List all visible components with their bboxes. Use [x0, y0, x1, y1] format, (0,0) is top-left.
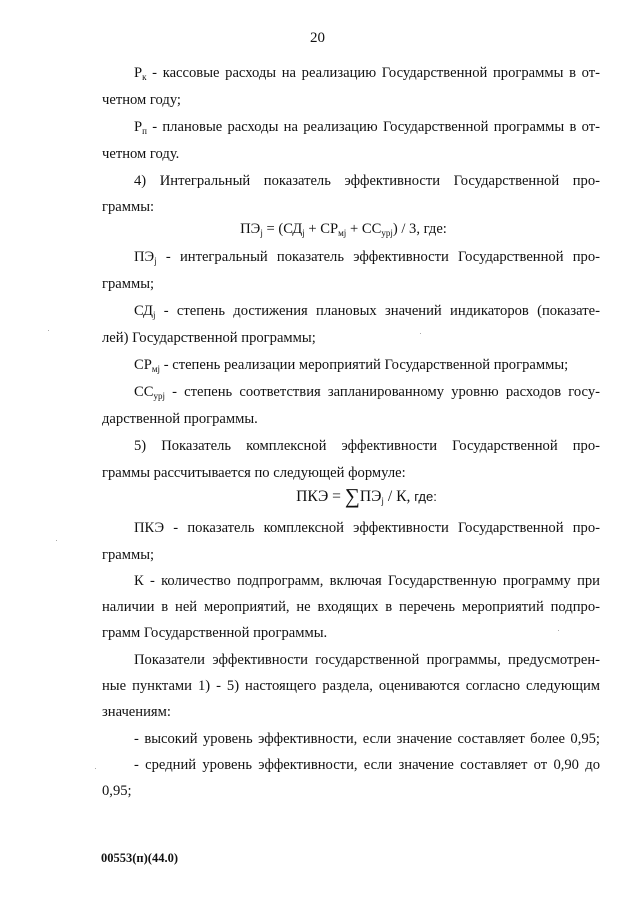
rk-symbol: Р — [134, 65, 143, 81]
pe-symbol: ПЭ — [134, 249, 155, 265]
scan-speck — [95, 768, 96, 769]
ss-definition-line1 — [102, 379, 600, 406]
k-definition-line3: грамм Государственной программы. — [102, 625, 328, 641]
item5-line1: 5) Показатель комплексной эффективности Государственной про- — [134, 438, 600, 454]
formula1-pe: ПЭ — [240, 221, 261, 237]
sd-subscript: j — [152, 310, 156, 320]
mid-level-line1: - средний уровень эффективности, если значение составляет от 0,90 до — [134, 757, 600, 773]
ss-symbol: СС — [134, 384, 154, 400]
values-intro-line1: Показатели эффективности государственной программы, предусмотрен- — [134, 652, 600, 668]
rk-text: - кассовые расходы на реализацию Государственной программы в от- — [146, 65, 600, 81]
sr-subscript: мj — [151, 364, 161, 374]
formula1-tail: ) / 3, где: — [392, 221, 447, 237]
rp-definition-line2: четном году. — [102, 146, 180, 162]
formula2-pe: ПЭ — [359, 488, 382, 505]
high-level-item: - высокий уровень эффективности, если значение составляет более 0,95; — [134, 731, 600, 747]
formula1-sr: + СР — [304, 221, 339, 237]
ss-subscript: урj — [153, 391, 165, 401]
pke-definition-line1: ПКЭ - показатель комплексной эффективности Государственной про- — [134, 520, 600, 536]
pe-subscript: j — [154, 256, 157, 266]
pe-definition-line2: граммы; — [102, 276, 155, 292]
rk-definition-line2: четном году; — [102, 92, 181, 108]
rp-text: - плановые расходы на реализацию Государственной программы в от- — [146, 119, 600, 135]
document-code-footer: 00553(п)(44.0) — [101, 851, 178, 865]
page-number: 20 — [310, 30, 325, 46]
formula2-where: где: — [414, 489, 437, 504]
formula2-pe-sub: j — [381, 496, 384, 506]
scan-speck — [48, 330, 49, 331]
sd-text: - степень достижения плановых значений индикаторов (показате- — [155, 303, 600, 319]
formula1-pe-sub: j — [260, 228, 263, 238]
formula-complex — [0, 484, 635, 509]
pke-definition-line2: граммы; — [102, 547, 155, 563]
sr-definition — [102, 352, 600, 379]
pe-definition-line1 — [102, 244, 600, 271]
scan-speck — [420, 333, 421, 334]
formula2-pke: ПКЭ = — [296, 488, 345, 505]
formula1-sr-sub: мj — [338, 228, 347, 238]
sr-text: - степень реализации мероприятий Государственной программы; — [160, 357, 569, 373]
item5-line2: граммы рассчитывается по следующей формуле: — [102, 465, 406, 481]
formula-integral — [0, 221, 635, 238]
mid-level-line2: 0,95; — [102, 783, 132, 799]
ss-text: - степень соответствия запланированному уровню расходов госу- — [164, 384, 600, 400]
formula1-ss-sub: урj — [381, 228, 393, 238]
formula1-sd: = (СД — [262, 221, 303, 237]
values-intro-line3: значениям: — [102, 704, 171, 720]
item4-line2: граммы: — [102, 199, 155, 215]
formula1-sd-sub: j — [302, 228, 305, 238]
k-definition-line1: К - количество подпрограмм, включая Государственную программу при — [134, 573, 600, 589]
scan-speck — [558, 630, 559, 631]
pe-text: - интегральный показатель эффективности Государственной про- — [156, 249, 600, 265]
rk-definition-line1 — [102, 60, 600, 87]
sum-symbol: ∑ — [344, 484, 360, 508]
sr-symbol: СР — [134, 357, 152, 373]
formula1-ss: + СС — [346, 221, 382, 237]
ss-definition-line2: дарственной программы. — [102, 411, 258, 427]
rp-subscript: п — [142, 126, 147, 136]
values-intro-line2: ные пунктами 1) - 5) настоящего раздела, оцениваются согласно следующим — [102, 678, 600, 694]
rp-symbol: Р — [134, 119, 143, 135]
rk-subscript: к — [142, 72, 147, 82]
sd-definition-line2: лей) Государственной программы; — [102, 330, 316, 346]
sd-definition-line1 — [102, 298, 600, 325]
formula2-k: / К, — [383, 488, 415, 505]
sd-symbol: СД — [134, 303, 153, 319]
k-definition-line2: наличии в ней мероприятий, не входящих в перечень мероприятий подпро- — [102, 599, 600, 615]
rp-definition-line1 — [102, 114, 600, 141]
scan-speck — [56, 540, 57, 541]
item4-line1: 4) Интегральный показатель эффективности Государственной про- — [134, 173, 600, 189]
